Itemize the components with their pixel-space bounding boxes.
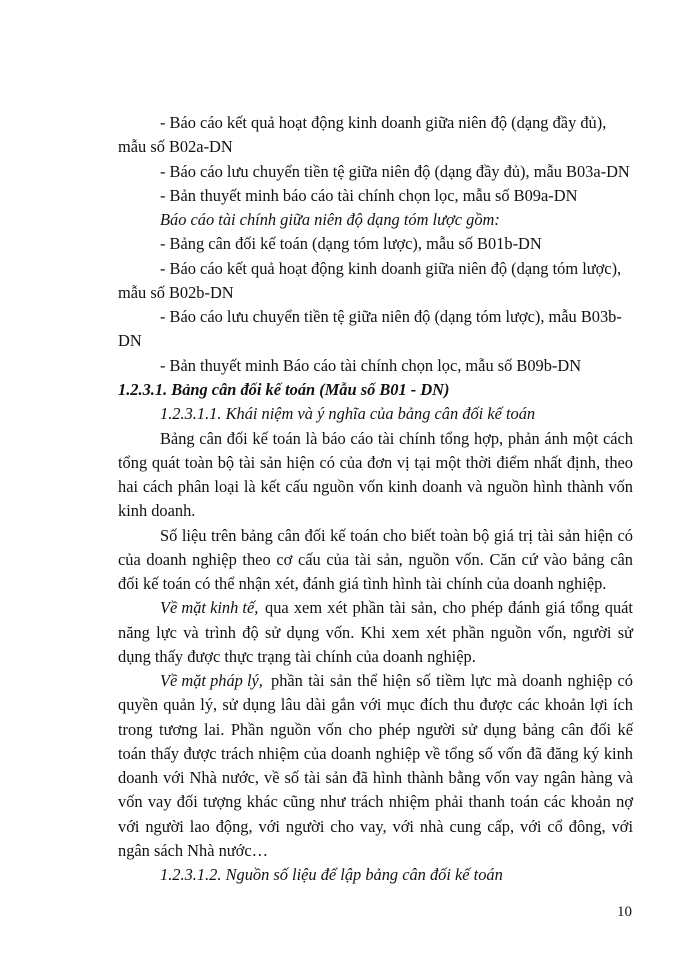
italic-lead-phrase: Về mặt kinh tế, [160,598,259,617]
text-line: - Bảng cân đối kế toán (dạng tóm lược), mẫu số B01b-DN [160,234,542,253]
section-heading: 1.2.3.1. Bảng cân đối kế toán (Mẫu số B01 - DN) [118,380,450,399]
text-line: mẫu số B02b-DN [118,283,234,302]
text-line: mẫu số B02a-DN [118,137,233,156]
paragraph-line: ngân sách Nhà nước… [118,841,268,860]
paragraph-line: năng lực và trình độ sử dụng vốn. Khi xem xét phần nguồn vốn, người sử [118,623,633,642]
paragraph-line: dụng thấy được thực trạng tài chính của doanh nghiệp. [118,647,476,666]
paragraph-line: toán thấy được trách nhiệm của doanh nghiệp về tổng số vốn đã đăng ký kinh [118,744,633,763]
paragraph-line: quyền quản lý, sử dụng lâu dài gắn với mục đích thu được các khoản lợi ích [118,695,633,714]
paragraph-line: phần tài sản thể hiện số tiềm lực mà doanh nghiệp có [271,671,633,690]
text-line: - Báo cáo kết quả hoạt động kinh doanh giữa niên độ (dạng đầy đủ), [160,113,607,132]
text-line: - Báo cáo lưu chuyển tiền tệ giữa niên độ (dạng đầy đủ), mẫu B03a-DN [160,162,630,181]
paragraph-line: tổng quát toàn bộ tài sản hiện có của đơn vị tại một thời điểm nhất định, theo [118,453,633,472]
paragraph-line: hai cách phân loại là kết cấu nguồn vốn kinh doanh và nguồn hình thành vốn [118,477,633,496]
paragraph-line: kinh doanh. [118,501,196,520]
text-line: DN [118,331,142,350]
subsection-heading: 1.2.3.1.2. Nguồn số liệu để lập bảng cân đối kế toán [160,865,503,884]
italic-heading-line: Báo cáo tài chính giữa niên độ dạng tóm lược gồm: [160,210,500,229]
paragraph-line: doanh với Nhà nước, về số tài sản đã hình thành bằng vốn vay ngân hàng và [118,768,633,787]
text-line: - Bản thuyết minh báo cáo tài chính chọn lọc, mẫu số B09a-DN [160,186,578,205]
page-number: 10 [617,904,632,920]
paragraph-line: của doanh nghiệp theo cơ cấu của tài sản, nguồn vốn. Căn cứ vào bảng cân [118,550,633,569]
paragraph-line: vốn vay đối tượng khác cũng như trách nhiệm phải thanh toán các khoản nợ [118,792,633,811]
paragraph-line: Bảng cân đối kế toán là báo cáo tài chính tổng hợp, phản ánh một cách [160,429,633,448]
text-line: - Báo cáo lưu chuyển tiền tệ giữa niên độ (dạng tóm lược), mẫu B03b- [160,307,622,326]
paragraph-line: Số liệu trên bảng cân đối kế toán cho biết toàn bộ giá trị tài sản hiện có [160,526,633,545]
paragraph-line: với người lao động, với người cho vay, với nhà cung cấp, với cổ đông, với [118,817,633,836]
paragraph-line: trong tương lai. Phần nguồn vốn cho phép người sử dụng bảng cân đối kế [118,720,633,739]
paragraph-line: đối kế toán có thể nhận xét, đánh giá tình hình tài chính của doanh nghiệp. [118,574,607,593]
text-line: - Báo cáo kết quả hoạt động kinh doanh giữa niên độ (dạng tóm lược), [160,259,622,278]
paragraph-line: qua xem xét phần tài sản, cho phép đánh giá tổng quát [265,598,633,617]
subsection-heading: 1.2.3.1.1. Khái niệm và ý nghĩa của bảng cân đối kế toán [160,404,536,423]
text-line: - Bản thuyết minh Báo cáo tài chính chọn lọc, mẫu số B09b-DN [160,356,582,375]
italic-lead-phrase: Về mặt pháp lý, [160,671,263,690]
